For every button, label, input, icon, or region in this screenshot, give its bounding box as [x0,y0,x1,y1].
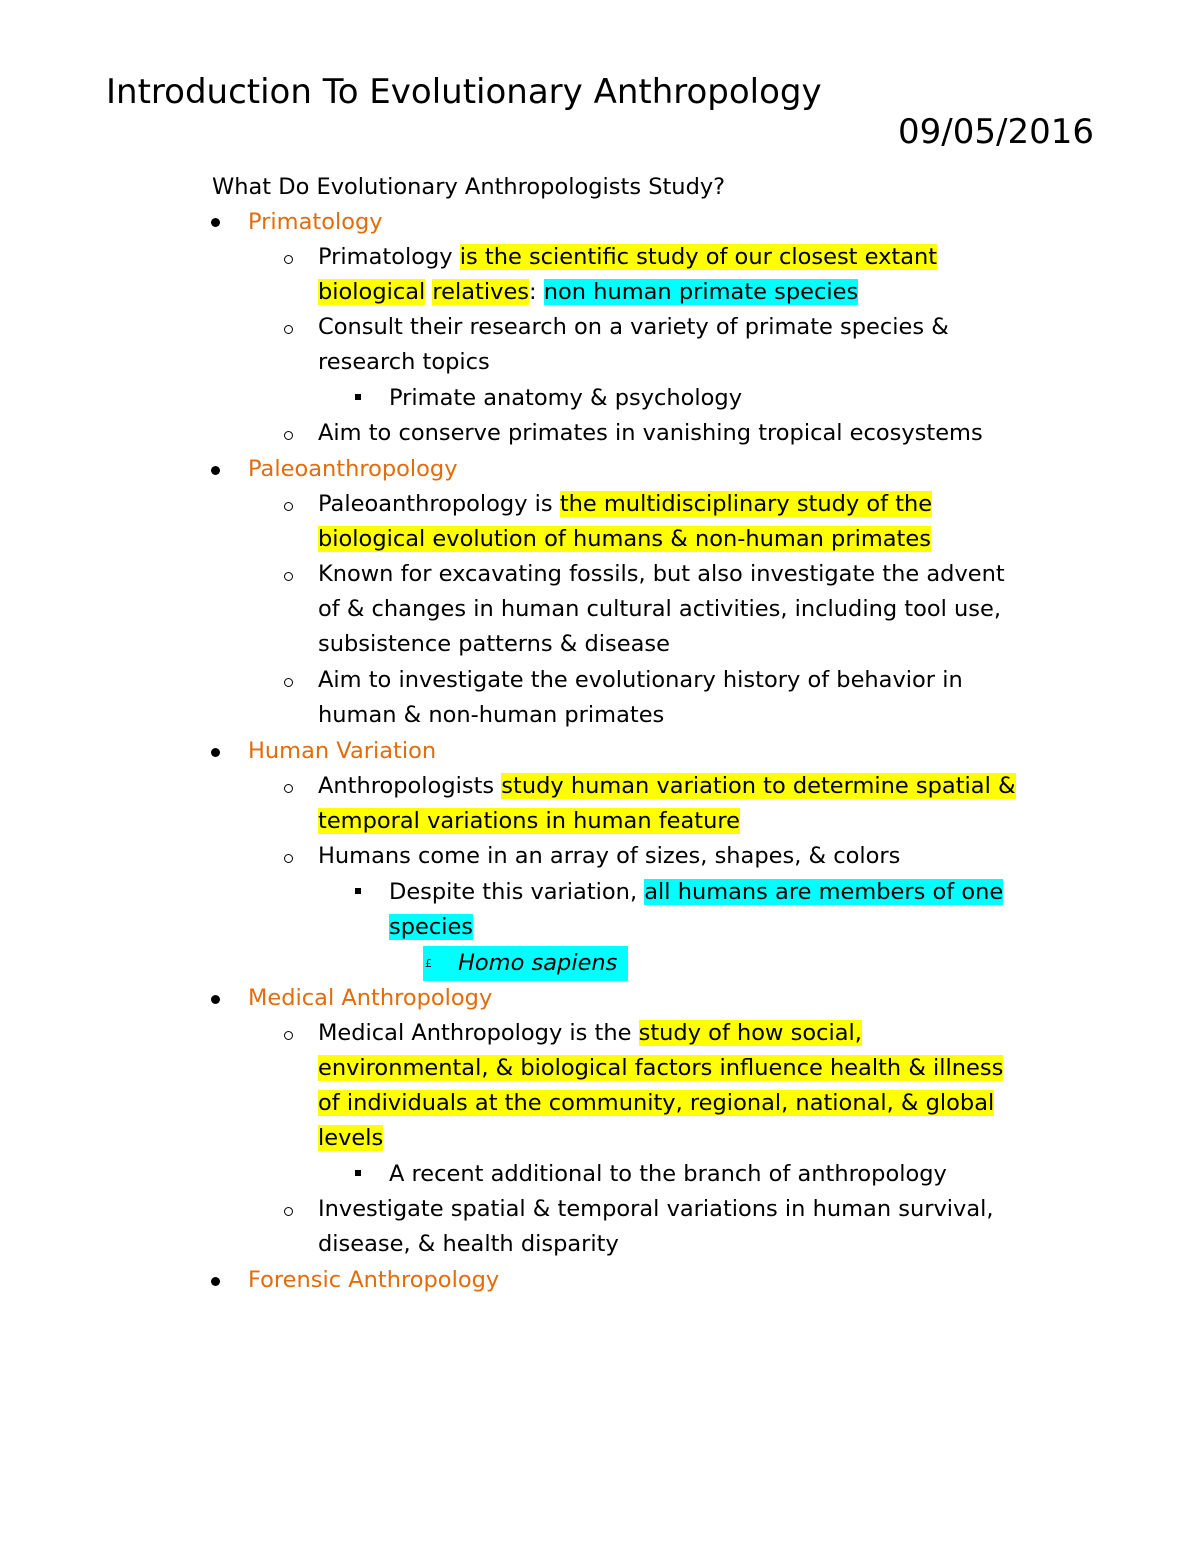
medical-definition-line1: Medical Anthropology is the study of how social, [318,1020,862,1046]
bullet-dot [211,218,220,227]
section-heading-medical-anthropology: Medical Anthropology [248,985,493,1011]
highlight-yellow: study human variation to determine spatial & [501,773,1016,799]
homo-sapiens-text: Homo sapiens [458,950,618,976]
question-heading: What Do Evolutionary Anthropologists Study? [212,174,726,200]
section-heading-forensic-anthropology: Forensic Anthropology [248,1267,500,1293]
bullet-ring [284,325,293,334]
sub-bullet-glyph: £ [425,957,432,970]
primatology-research-line1: Consult their research on a variety of primate species & [318,314,949,340]
highlight-yellow: biological evolution of humans & non-human primates [318,526,931,552]
primatology-conserve: Aim to conserve primates in vanishing tropical ecosystems [318,420,983,446]
bullet-ring [284,784,293,793]
section-heading-human-variation: Human Variation [248,738,437,764]
bullet-ring [284,255,293,264]
paleo-behavior-line1: Aim to investigate the evolutionary history of behavior in [318,667,963,693]
variation-definition-line1: Anthropologists study human variation to determine spatial & [318,773,1016,799]
bullet-square [355,888,361,894]
bullet-ring [284,431,293,440]
highlight-cyan: all humans are members of one [644,879,1004,905]
highlight-yellow: levels [318,1125,384,1151]
document-date: 09/05/2016 [898,112,1094,152]
medical-spatial-line1: Investigate spatial & temporal variations in human survival, [318,1196,994,1222]
paleo-fossils-line1: Known for excavating fossils, but also investigate the advent [318,561,1005,587]
primatology-definition-line1: Primatology is the scientific study of our closest extant [318,244,938,270]
bullet-ring [284,854,293,863]
medical-recent-branch: A recent additional to the branch of anthropology [389,1161,947,1187]
highlight-yellow: environmental, & biological factors influence health & illness [318,1055,1004,1081]
paleo-fossils-line2: of & changes in human cultural activities, including tool use, [318,596,1002,622]
paleo-definition-line2 [318,522,931,557]
bullet-dot [211,1277,220,1286]
paleo-behavior-line2: human & non-human primates [318,702,665,728]
highlight-yellow: is the scientific study of our closest extant [459,244,938,270]
section-heading-primatology: Primatology [248,209,383,235]
primatology-research-subitem: Primate anatomy & psychology [389,385,743,411]
highlight-yellow: the multidisciplinary study of the [559,491,933,517]
primatology-definition-line2: biological relatives: non human primate species [318,279,859,305]
bullet-ring [284,572,293,581]
paleo-fossils-line3: subsistence patterns & disease [318,631,670,657]
paleo-definition-line1: Paleoanthropology is the multidisciplinary study of the [318,491,933,517]
highlight-yellow: study of how social, [638,1020,862,1046]
bullet-ring [284,1031,293,1040]
medical-definition-line3 [318,1086,994,1121]
highlight-yellow: of individuals at the community, regional, national, & global [318,1090,995,1116]
bullet-square [355,394,361,400]
highlight-yellow: temporal variations in human feature [318,808,740,834]
bullet-ring [284,502,293,511]
variation-definition-line2 [318,804,740,839]
highlight-cyan: non human primate species [543,279,859,305]
bullet-square [355,1170,361,1176]
section-heading-paleoanthropology: Paleoanthropology [248,456,458,482]
highlight-cyan: species [389,914,474,940]
medical-definition-line2 [318,1051,1003,1086]
highlight-yellow: biological [318,279,426,305]
bullet-dot [211,995,220,1004]
bullet-ring [284,1207,293,1216]
bullet-dot [211,466,220,475]
medical-definition-line4 [318,1121,383,1156]
document-title: Introduction To Evolutionary Anthropology [106,72,822,112]
bullet-dot [211,748,220,757]
variation-species-line2 [389,910,473,945]
highlight-yellow: relatives [432,279,530,305]
primatology-research-line2: research topics [318,349,490,375]
bullet-ring [284,678,293,687]
medical-spatial-line2: disease, & health disparity [318,1231,619,1257]
variation-array: Humans come in an array of sizes, shapes, & colors [318,843,901,869]
variation-species-line1: Despite this variation, all humans are members of one [389,879,1004,905]
homo-sapiens-item [423,946,628,981]
